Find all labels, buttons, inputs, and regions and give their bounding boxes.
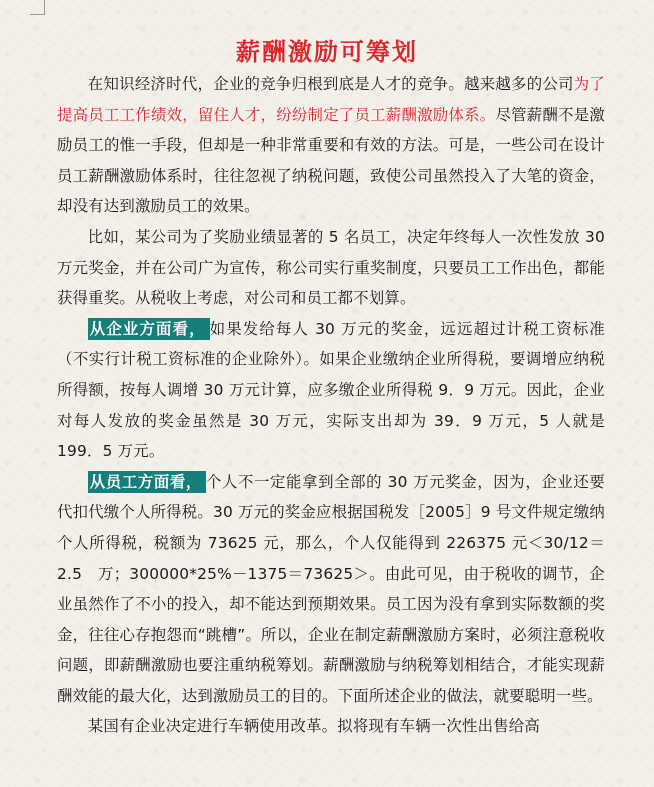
paragraph-1 — [57, 69, 605, 222]
page-corner-mark — [30, 0, 45, 15]
paragraph-4-text: 个人不一定能拿到全部的 30 万元奖金，因为，企业还要代扣代缴个人所得税。30 万元的奖金应根据国税发［2005］9 号文件规定缴纳个人所得税，税额为 73625 元，那么，个人仅能得到 226375 元＜30/12＝2.5 万；300000*25%－1375＝73625＞。由此可见，由于税收的调节，企业虽然作了不小的投入，却不能达到预期效果。员工因为没有拿到实际数额的奖金，往往心存抱怨而“跳槽”。所以，企业在制定薪酬激励方案时，必须注意税收问题，即薪酬激励也要注重纳税筹划。薪酬激励与纳税筹划相结合，才能实现薪酬效能的最大化，达到激励员工的目的。下面所述企业的做法，就要聪明一些。 — [57, 472, 606, 705]
paragraph-5: 某国有企业决定进行车辆使用改革。拟将现有车辆一次性出售给高 — [87, 717, 540, 736]
paragraph-4 — [57, 467, 605, 712]
paragraph-4-highlight: 从员工方面看， — [88, 471, 206, 493]
paragraph-3-text: 如果发给每人 30 万元的奖金，远远超过计税工资标准（不实行计税工资标准的企业除外）。如果企业缴纳企业所得税，要调增应纳税所得额，按每人调增 30 万元计算，应多缴企业所得税 9．9 万元。因此，企业对每人发放的奖金虽然是 30 万元，实际支出却为 39．9 万元，5 人就是 199．5 万元。 — [57, 319, 605, 461]
document-title: 薪酬激励可筹划 — [236, 38, 418, 67]
paragraph-3-highlight: 从企业方面看， — [88, 318, 210, 340]
paragraph-1-rest: 尽管薪酬不是激励员工的惟一手段，但却是一种非常重要和有效的方法。可是，一些公司在设计员工薪酬激励体系时，往往忽视了纳税问题，致使公司虽然投入了大笔的资金，却没有达到激励员工的效果。 — [57, 105, 605, 216]
document-body — [57, 69, 605, 742]
paragraph-1-emphasis: 为了提高员工工作绩效，留住人才，纷纷制定了员工薪酬激励体系。 — [57, 75, 606, 124]
paragraph-2: 比如，某公司为了奖励业绩显著的 5 名员工，决定年终每人一次性发放 30 万元奖金，并在公司广为宣传，称公司实行重奖制度，只要员工工作出色，都能获得重奖。从税收上考虑，对公司和员工都不划算。 — [57, 227, 605, 308]
paragraph-1-intro: 在知识经济时代，企业的竞争归根到底是人才的竞争。越来越多的公司 — [87, 75, 574, 93]
paragraph-3 — [57, 314, 605, 467]
